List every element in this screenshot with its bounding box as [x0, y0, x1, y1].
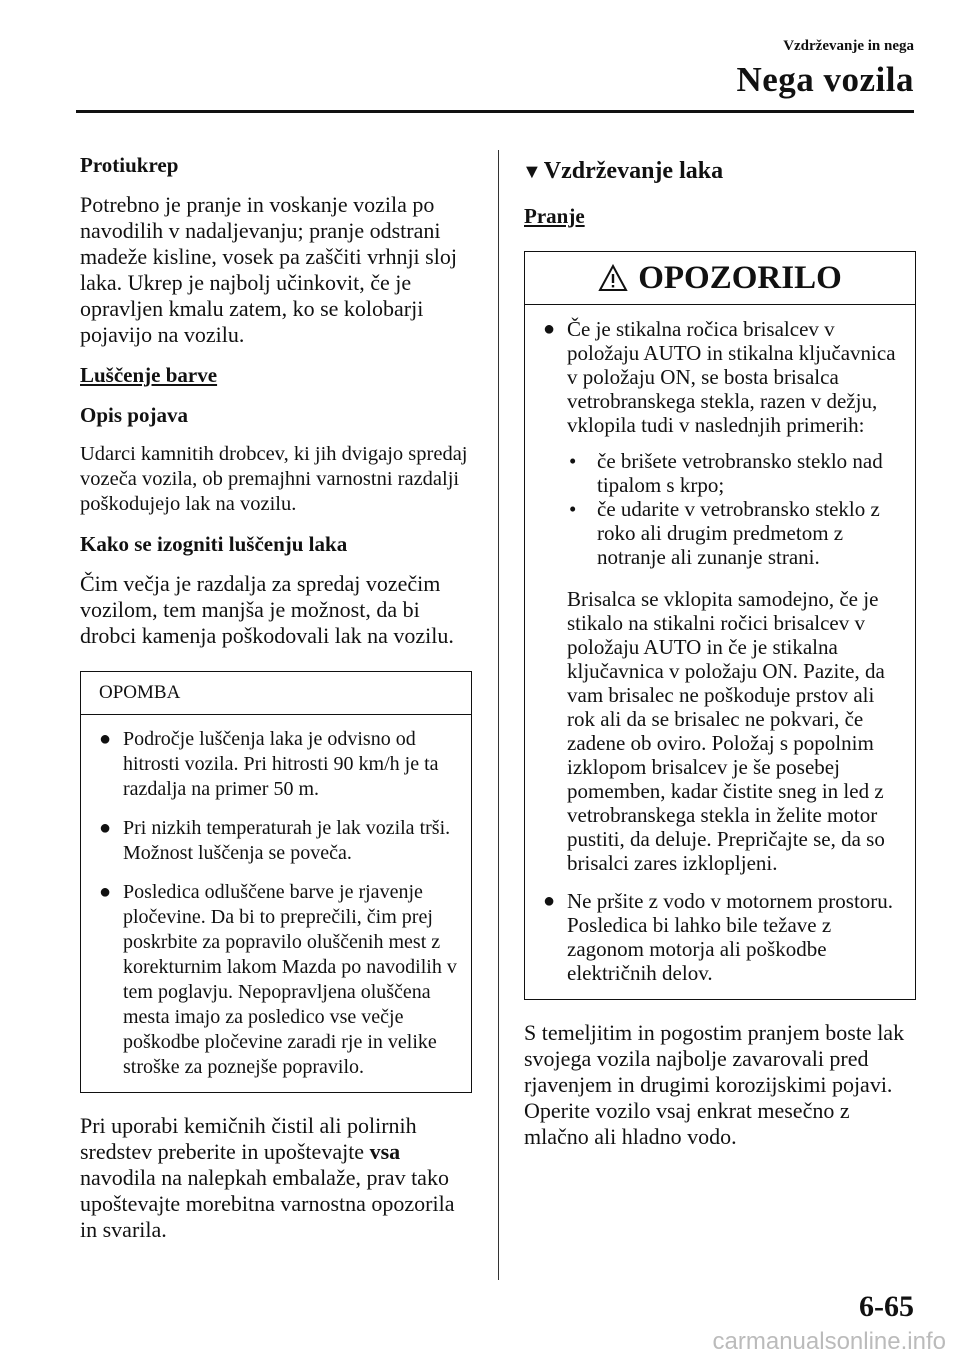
- warning-header: [525, 252, 915, 305]
- note-body: [81, 715, 471, 1092]
- warning-subitem-text: če udarite v vetrobransko steklo z roko ali drugim predmetom z notranje ali zunanje strani.: [597, 497, 880, 569]
- sub-bullet-icon: •: [569, 497, 577, 521]
- note-item: [81, 880, 459, 1080]
- protiukrep-paragraph: Potrebno je pranje in voskanje vozila po navodilih v nadaljevanju; pranje odstrani madeže kisline, vosek pa zaščiti vrhnji sloj laka. Ukrep je najbolj učinkovit, če je opravljen kmalu zatem, ko se kolobarji pojavijo na vozilu.: [80, 192, 457, 347]
- right-column: [524, 152, 916, 1162]
- warning-subitem: [567, 449, 905, 497]
- bullet-icon: ●: [543, 318, 556, 340]
- bullet-icon: ●: [543, 890, 556, 912]
- header-section-label: Vzdrževanje in nega: [783, 38, 914, 54]
- warning-subitem-text: če brišete vetrobransko steklo nad tipalom s krpo;: [597, 449, 883, 497]
- right-closing-paragraph: S temeljitim in pogostim pranjem boste lak svojega vozila najbolje zavarovali pred rjavenjem in drugimi korozijskimi pojavi. Operite vozilo vsaj enkrat mesečno z mlačno ali hladno vodo.: [524, 1020, 905, 1149]
- kako-heading: Kako se izogniti luščenju laka: [80, 532, 348, 556]
- warning-box: [524, 251, 916, 1000]
- closing-text-start: Pri uporabi kemičnih čistil ali polirnih sredstev preberite in upoštevajte: [80, 1113, 417, 1164]
- kako-paragraph: Čim večja je razdalja za spredaj vozečim vozilom, tem manjša je možnost, da bi drobci kamenja poškodovali lak na vozilu.: [80, 571, 454, 648]
- luscenje-heading: Luščenje barve: [80, 363, 218, 387]
- watermark-text: carmanualsonline.info: [712, 1328, 946, 1355]
- page-number: 6-65: [859, 1290, 914, 1323]
- note-item: [81, 727, 459, 802]
- header-rule: [76, 110, 914, 113]
- warning-heading: OPOZORILO: [638, 259, 842, 296]
- pranje-heading: Pranje: [524, 204, 585, 228]
- note-box: [80, 671, 472, 1093]
- note-item: [81, 816, 459, 866]
- left-column: [80, 152, 472, 1255]
- closing-bold-word: vsa: [369, 1139, 401, 1164]
- warning-item: [525, 889, 905, 985]
- protiukrep-heading: Protiukrep: [80, 153, 179, 177]
- note-item-text: Posledica odluščene barve je rjavenje pločevine. Da bi to preprečili, čim prej poskrbite za popravilo oluščenih mest z korekturnim lakom Mazda po navodilih v tem poglavju. Nepopravljena oluščena mesta imajo za posledico vse večje poškodbe pločevine zaradi rje in velike stroške za poznejše popravilo.: [123, 881, 457, 1078]
- warning-subitem: [567, 497, 905, 569]
- opis-paragraph: Udarci kamnitih drobcev, ki jih dvigajo spredaj vozeča vozila, ob premajhni varnostni razdalji poškodujejo lak na vozilu.: [80, 443, 468, 515]
- triangle-down-icon: ▼: [522, 161, 542, 183]
- warning-item: [525, 317, 905, 875]
- header-title: Nega vozila: [736, 60, 914, 99]
- warning-triangle-icon: [598, 264, 628, 292]
- warning-item-text: Ne pršite z vodo v motornem prostoru. Posledica bi lahko bile težave z zagonom motorja ali poškodbe električnih delov.: [567, 889, 894, 985]
- warning-item-paragraph: Brisalca se vklopita samodejno, če je stikalo na stikalni ročici brisalcev v položaju AUTO in če je stikalna ključavnica v položaju ON. Pazite, da vam brisalec ne poškoduje prstov ali rok ali da se brisalec ne pokvari, če zadene ob oviro. Položaj s popolnim izklopom brisalcev je še posebej pomemben, kadar čistite sneg in led z vetrobranskega stekla in želite motor pustiti, da deluje. Prepričajte se, da so brisalci zares izklopljeni.: [567, 587, 885, 875]
- column-divider: [498, 150, 499, 1280]
- note-heading: OPOMBA: [81, 672, 471, 715]
- sub-bullet-icon: •: [569, 449, 577, 473]
- closing-text-end: navodila na nalepkah embalaže, prav tako upoštevajte morebitna varnostna opozorila in svarila.: [80, 1165, 455, 1242]
- note-item-text: Področje luščenja laka je odvisno od hitrosti vozila. Pri hitrosti 90 km/h je ta razdalja na primer 50 m.: [123, 728, 439, 800]
- opis-heading: Opis pojava: [80, 403, 188, 427]
- warning-body: [525, 305, 915, 999]
- section-heading-text: Vzdrževanje laka: [543, 158, 724, 184]
- bullet-icon: ●: [99, 881, 112, 903]
- note-item-text: Pri nizkih temperaturah je lak vozila trši. Možnost luščenja se poveča.: [123, 817, 451, 864]
- section-heading: [522, 156, 916, 187]
- warning-item-text: Če je stikalna ročica brisalcev v položaju AUTO in stikalna ključavnica v položaju ON, se bosta brisalca vetrobranskega stekla, razen v dežju, vklopila tudi v naslednjih primerih:: [567, 317, 896, 437]
- bullet-icon: ●: [99, 817, 112, 839]
- bullet-icon: ●: [99, 728, 112, 750]
- closing-paragraph: [80, 1113, 472, 1243]
